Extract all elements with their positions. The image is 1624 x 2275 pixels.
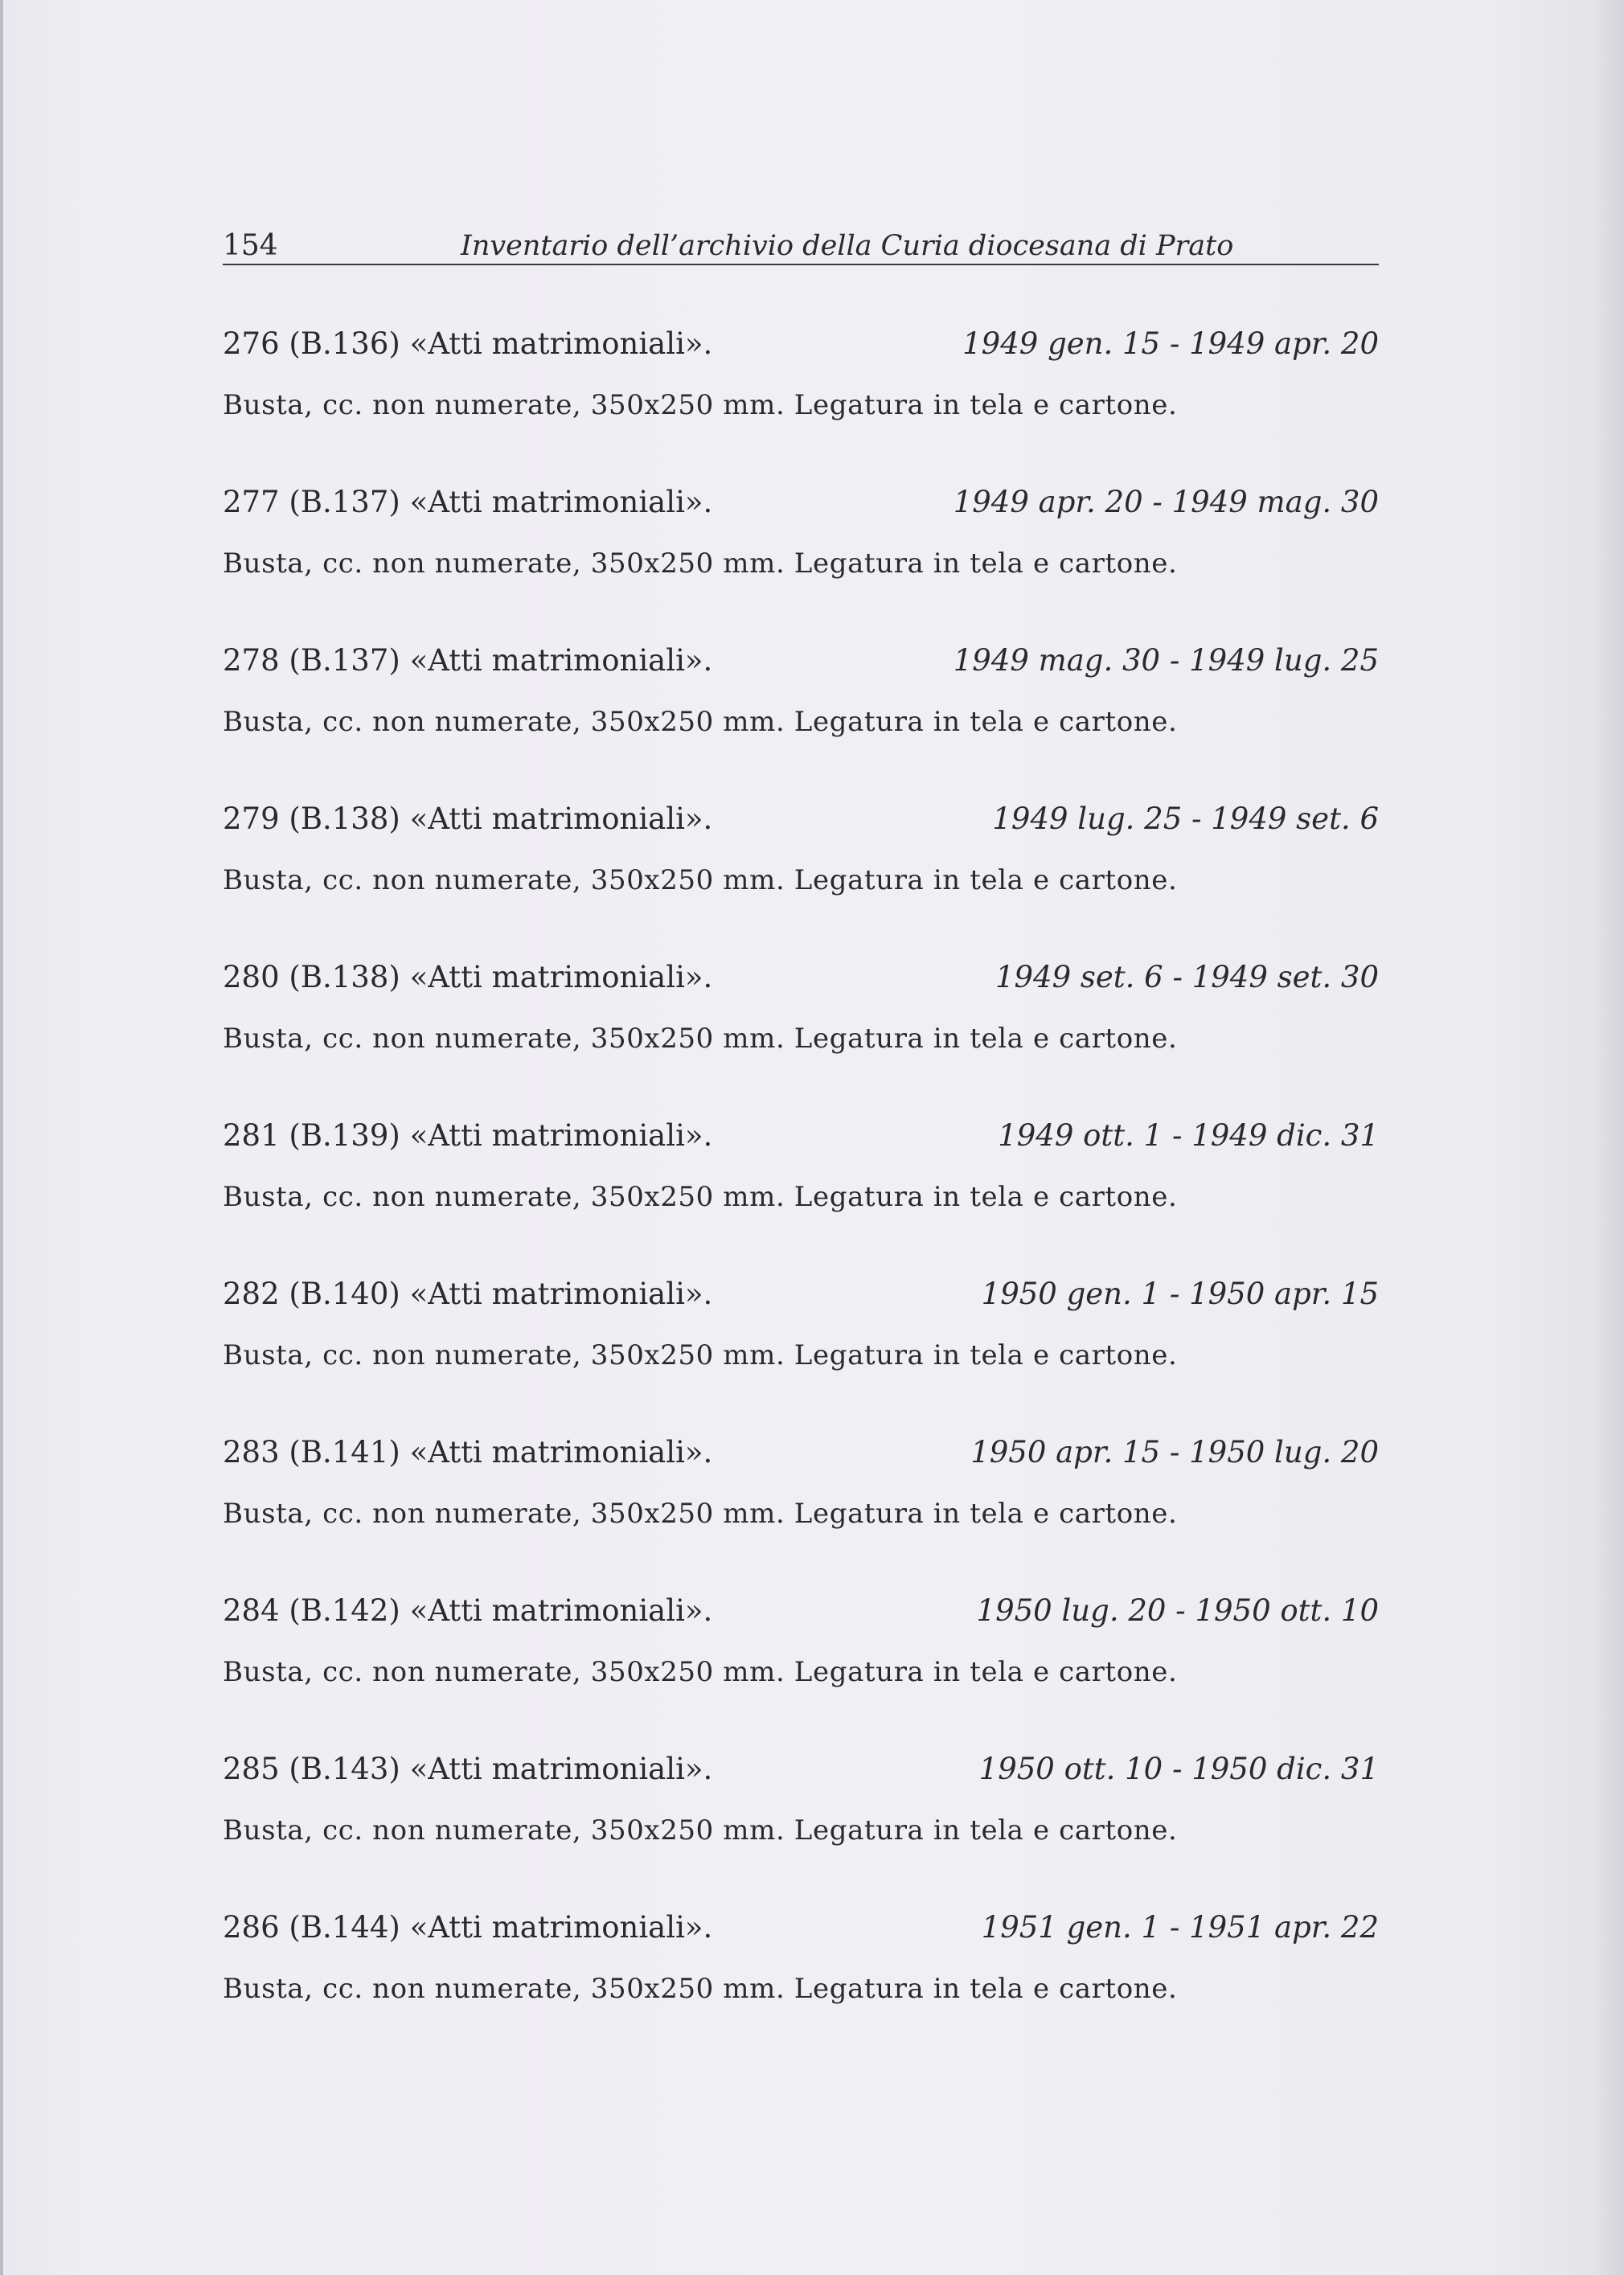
entry-dates: 1950 gen. 1 - 1950 apr. 15 xyxy=(981,1277,1379,1311)
running-head xyxy=(223,227,1379,265)
entry-dates: 1949 lug. 25 - 1949 set. 6 xyxy=(992,801,1379,836)
entry-description: Busta, cc. non numerate, 350x250 mm. Legatura in tela e cartone. xyxy=(223,1498,1178,1530)
running-title: Inventario dell’archivio della Curia diocesana di Prato xyxy=(461,230,1234,262)
entry-description: Busta, cc. non numerate, 350x250 mm. Legatura in tela e cartone. xyxy=(223,706,1178,738)
entry-title: 283 (B.141) «Atti matrimoniali». xyxy=(223,1435,713,1470)
inventory-entry xyxy=(223,1588,1379,1747)
entry-title: 286 (B.144) «Atti matrimoniali». xyxy=(223,1910,713,1945)
entry-description: Busta, cc. non numerate, 350x250 mm. Legatura in tela e cartone. xyxy=(223,389,1178,421)
entry-title: 276 (B.136) «Atti matrimoniali». xyxy=(223,326,713,361)
entry-description: Busta, cc. non numerate, 350x250 mm. Legatura in tela e cartone. xyxy=(223,547,1178,580)
inventory-entry xyxy=(223,480,1379,638)
entry-dates: 1949 apr. 20 - 1949 mag. 30 xyxy=(953,485,1379,519)
entry-description: Busta, cc. non numerate, 350x250 mm. Legatura in tela e cartone. xyxy=(223,1181,1178,1213)
inventory-entry xyxy=(223,1905,1379,2064)
entry-dates: 1951 gen. 1 - 1951 apr. 22 xyxy=(981,1910,1379,1945)
entry-title: 277 (B.137) «Atti matrimoniali». xyxy=(223,485,713,519)
page-number: 154 xyxy=(223,229,278,262)
entry-dates: 1950 lug. 20 - 1950 ott. 10 xyxy=(976,1593,1379,1628)
inventory-entry xyxy=(223,1747,1379,1905)
inventory-entry xyxy=(223,1113,1379,1272)
entry-dates: 1950 apr. 15 - 1950 lug. 20 xyxy=(970,1435,1379,1470)
entry-title: 285 (B.143) «Atti matrimoniali». xyxy=(223,1752,713,1786)
page-left-edge xyxy=(0,0,3,2275)
entry-description: Busta, cc. non numerate, 350x250 mm. Legatura in tela e cartone. xyxy=(223,1814,1178,1847)
entry-description: Busta, cc. non numerate, 350x250 mm. Legatura in tela e cartone. xyxy=(223,1656,1178,1688)
inventory-entry xyxy=(223,322,1379,480)
entry-title: 280 (B.138) «Atti matrimoniali». xyxy=(223,960,713,994)
entry-description: Busta, cc. non numerate, 350x250 mm. Legatura in tela e cartone. xyxy=(223,1023,1178,1055)
entry-description: Busta, cc. non numerate, 350x250 mm. Legatura in tela e cartone. xyxy=(223,1973,1178,2005)
entry-dates: 1949 set. 6 - 1949 set. 30 xyxy=(994,960,1379,994)
inventory-entry xyxy=(223,955,1379,1113)
entry-description: Busta, cc. non numerate, 350x250 mm. Legatura in tela e cartone. xyxy=(223,1339,1178,1371)
inventory-entry xyxy=(223,638,1379,797)
entry-title: 278 (B.137) «Atti matrimoniali». xyxy=(223,643,713,678)
entry-title: 281 (B.139) «Atti matrimoniali». xyxy=(223,1118,713,1153)
page-right-edge xyxy=(1592,0,1624,2275)
inventory-list xyxy=(223,322,1379,2064)
entry-description: Busta, cc. non numerate, 350x250 mm. Legatura in tela e cartone. xyxy=(223,864,1178,896)
entry-dates: 1949 gen. 15 - 1949 apr. 20 xyxy=(962,326,1379,361)
entry-title: 284 (B.142) «Atti matrimoniali». xyxy=(223,1593,713,1628)
inventory-entry xyxy=(223,1272,1379,1430)
inventory-entry xyxy=(223,797,1379,955)
entry-dates: 1950 ott. 10 - 1950 dic. 31 xyxy=(978,1752,1379,1786)
header-rule xyxy=(223,264,1379,265)
entry-title: 282 (B.140) «Atti matrimoniali». xyxy=(223,1277,713,1311)
entry-dates: 1949 ott. 1 - 1949 dic. 31 xyxy=(998,1118,1379,1153)
entry-dates: 1949 mag. 30 - 1949 lug. 25 xyxy=(953,643,1379,678)
inventory-entry xyxy=(223,1430,1379,1588)
entry-title: 279 (B.138) «Atti matrimoniali». xyxy=(223,801,713,836)
